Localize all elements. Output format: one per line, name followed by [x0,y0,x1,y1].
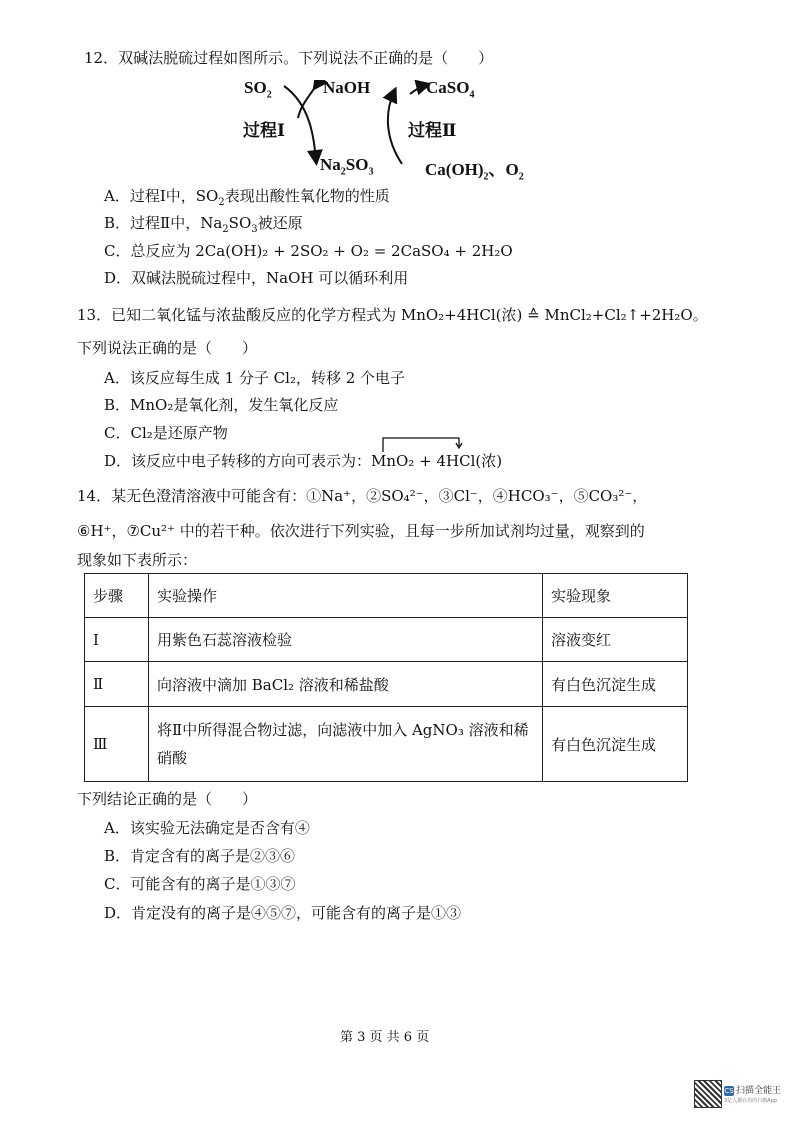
step-cell: Ⅱ [85,662,149,707]
q12-option-a: A．过程Ⅰ中，$SO_2$表现出酸性氧化物的性质 [104,187,390,208]
q14-option-a: A．该实验无法确定是否含有④ [104,819,310,837]
q14-stem-line1: 14．某无色澄清溶液中可能含有：①Na⁺，②SO₄²⁻，③Cl⁻，④HCO₃⁻，⑤CO₃²⁻， [77,487,648,505]
q12-option-c: C．总反应为 2Ca(OH)₂ + 2SO₂ + O₂ = 2CaSO₄ + 2H₂O [104,242,513,260]
q14-stem-line3: 现象如下表所示： [77,551,198,569]
operation-cell: 用紫色石蕊溶液检验 [149,618,543,662]
q13-prompt: 下列说法正确的是（ ） [77,339,258,357]
diagram-naoh: NaOH [323,78,371,97]
header-step: 步骤 [85,574,149,618]
q13-option-b: B．MnO₂是氧化剂，发生氧化反应 [104,396,339,414]
qr-code-icon [694,1080,722,1108]
page-number: 第 3 页 共 6 页 [340,1030,430,1045]
operation-cell: 向溶液中滴加 BaCl₂ 溶液和稀盐酸 [149,662,543,707]
arrow-process-1-down [284,86,316,160]
diagram-so2: $SO_2$ [244,78,272,101]
electron-transfer-bracket [381,436,463,454]
phenomenon-cell: 有白色沉淀生成 [543,662,688,707]
scanner-name: 扫描全能王 [736,1086,782,1096]
electron-transfer-formula: MnO₂ + 4HCl(浓) [371,452,502,470]
table-header-row [85,574,688,618]
diagram-cycle-arrows [270,80,430,178]
diagram-process-1: 过程Ⅰ [243,121,285,141]
header-operation: 实验操作 [149,574,543,618]
q14-conclusion-prompt: 下列结论正确的是（ ） [77,790,258,808]
diagram-na2so3: $Na_2SO_3$ [320,155,374,178]
scanner-watermark [724,1083,781,1104]
q13-stem: 13．已知二氧化锰与浓盐酸反应的化学方程式为 MnO₂+4HCl(浓) ≙ MnCl₂+Cl₂↑+2H₂O。 [77,306,708,324]
diagram-caoh2-o2: $Ca(OH)_2$、$O_2$ [425,160,524,183]
q12-option-d: D．双碱法脱硫过程中，NaOH 可以循环利用 [104,269,409,287]
arrow-process-2-up [388,92,402,164]
q13-option-c: C．Cl₂是还原产物 [104,424,228,442]
table-row [85,707,688,782]
header-phenomenon: 实验现象 [543,574,688,618]
arrow-to-caso4 [410,85,426,94]
q14-option-b: B．肯定含有的离子是②③⑥ [104,847,296,865]
q14-stem-line2: ⑥H⁺，⑦Cu²⁺ 中的若干种。依次进行下列实验，且每一步所加试剂均过量，观察到的 [77,522,645,540]
table-row [85,662,688,707]
q12-option-b: B．过程Ⅱ中，$Na_2SO_3$被还原 [104,214,303,235]
diagram-process-2: 过程Ⅱ [408,121,457,141]
table-row [85,618,688,662]
experiment-table [84,573,688,782]
q13-option-a: A．该反应每生成 1 分子 Cl₂，转移 2 个电子 [104,369,406,387]
q14-option-c: C．可能含有的离子是①③⑦ [104,875,296,893]
operation-cell: 将Ⅱ中所得混合物过滤，向滤液中加入 AgNO₃ 溶液和稀硝酸 [149,707,543,782]
q12-stem: 12．双碱法脱硫过程如图所示。下列说法不正确的是（ ） [84,49,494,67]
phenomenon-cell: 有白色沉淀生成 [543,707,688,782]
diagram-caso4: CaSO$_4$ [426,78,475,101]
scanner-subtitle: 3亿人都在用的扫描App [724,1098,777,1104]
q13-option-d: D．该反应中电子转移的方向可表示为：MnO₂ + 4HCl(浓) [104,451,502,471]
step-cell: Ⅲ [85,707,149,782]
q14-option-d: D．肯定没有的离子是④⑤⑦，可能含有的离子是①③ [104,904,462,922]
step-cell: Ⅰ [85,618,149,662]
camscanner-icon: CS [724,1087,734,1095]
phenomenon-cell: 溶液变红 [543,618,688,662]
